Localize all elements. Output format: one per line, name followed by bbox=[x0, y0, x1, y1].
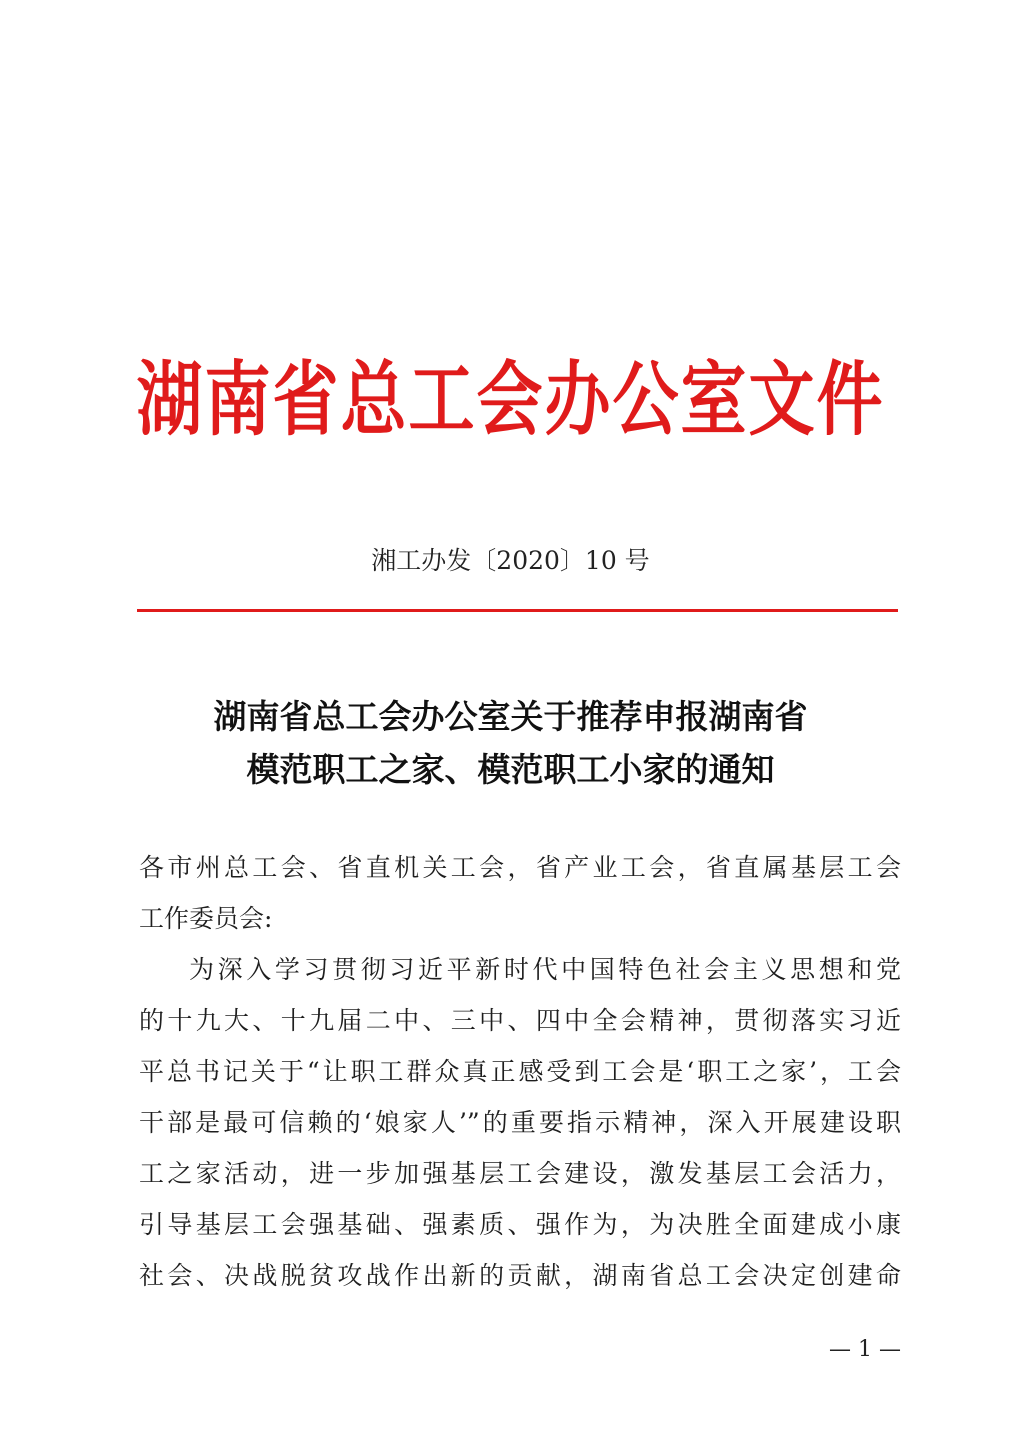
body-line: 引导基层工会强基础、强素质、强作为，为决胜全面建成小康 bbox=[139, 1210, 901, 1239]
title-line-1: 湖南省总工会办公室关于推荐申报湖南省 bbox=[213, 697, 808, 736]
body-line: 干部是最可信赖的‘娘家人’”的重要指示精神，深入开展建设职 bbox=[139, 1108, 901, 1137]
document-title bbox=[100, 690, 921, 796]
body-line: 社会、决战脱贫攻战作出新的贡献，湖南省总工会决定创建命 bbox=[139, 1261, 901, 1290]
body-text bbox=[139, 842, 901, 1301]
body-line-addressees: 各市州总工会、省直机关工会，省产业工会，省直属基层工会 bbox=[139, 853, 901, 882]
issuer-header-title: 湖南省总工会办公室文件 bbox=[136, 353, 885, 448]
body-line: 为深入学习贯彻习近平新时代中国特色社会主义思想和党 bbox=[189, 955, 901, 984]
title-line-2: 模范职工之家、模范职工小家的通知 bbox=[246, 750, 775, 789]
body-line: 平总书记关于“让职工群众真正感受到工会是‘职工之家’，工会 bbox=[139, 1057, 901, 1086]
body-line: 的十九大、十九届二中、三中、四中全会精神，贯彻落实习近 bbox=[139, 1006, 901, 1035]
body-line: 工之家活动，进一步加强基层工会建设，激发基层工会活力， bbox=[139, 1159, 901, 1188]
body-line-addressees-cont: 工作委员会: bbox=[139, 904, 273, 933]
red-divider-line bbox=[137, 609, 898, 612]
page-number: — 1 — bbox=[829, 1337, 901, 1362]
document-number: 湘工办发〔2020〕10 号 bbox=[371, 546, 650, 575]
